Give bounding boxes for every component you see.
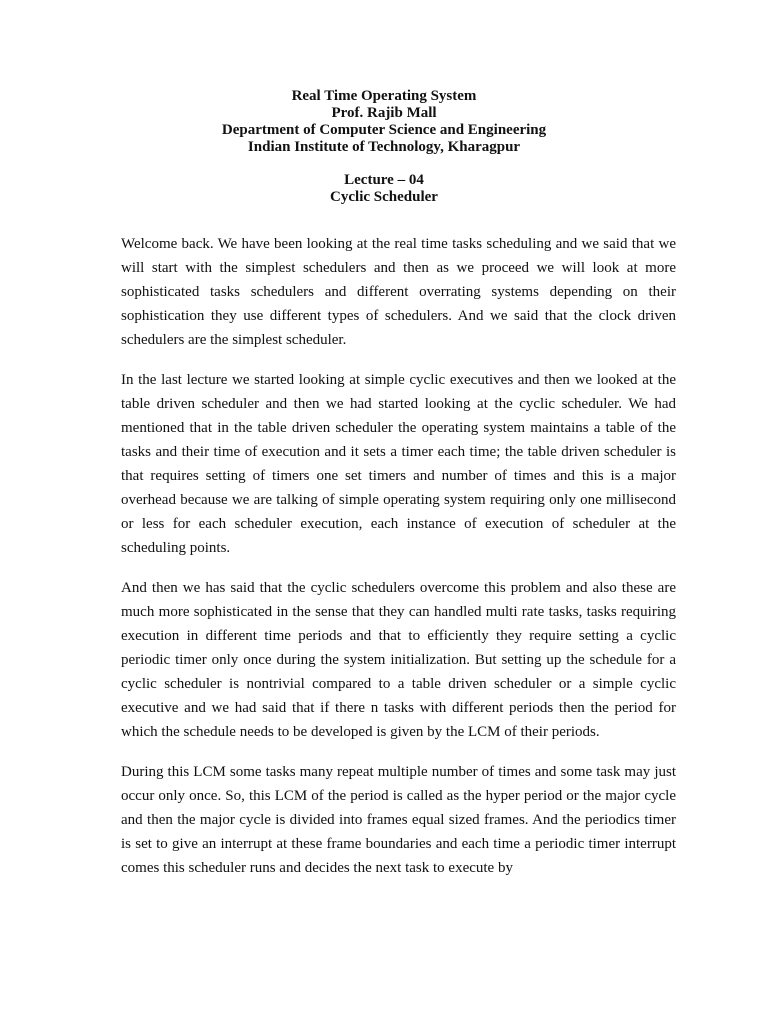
- paragraph: During this LCM some tasks many repeat multiple number of times and some task may just occur only once. So, this LCM of the period is called as the hyper period or the major cycle and then the major cycle is divided into frames equal sized frames. And the periodics timer is set to give an interrupt at these frame boundaries and each time a periodic timer interrupt comes this scheduler runs and decides the next task to execute by: [121, 764, 676, 876]
- document-body: [121, 232, 676, 896]
- course-title: Real Time Operating System: [291, 88, 477, 104]
- professor-name: Prof. Rajib Mall: [331, 105, 437, 121]
- department-name: Department of Computer Science and Engineering: [221, 122, 547, 138]
- institute-name: Indian Institute of Technology, Kharagpur: [247, 139, 521, 155]
- paragraph: And then we has said that the cyclic schedulers overcome this problem and also these are much more sophisticated in the sense that they can handled multi rate tasks, tasks requiring execution in different time periods and that to efficiently they require setting a cyclic periodic timer only once during the system initialization. But setting up the schedule for a cyclic scheduler is nontrivial compared to a table driven scheduler or a simple cyclic executive and we had said that if there n tasks with different periods then the period for which the schedule needs to be developed is given by the LCM of their periods.: [121, 580, 676, 740]
- paragraph: In the last lecture we started looking at simple cyclic executives and then we looked at the table driven scheduler and then we had started looking at the cyclic scheduler. We had mentioned that in the table driven scheduler the operating system maintains a table of the tasks and their time of execution and it sets a timer each time; the table driven scheduler is that requires setting of timers one set timers and number of times and this is a major overhead because we are talking of simple operating system requiring only one millisecond or less for each scheduler execution, each instance of execution of scheduler at the scheduling points.: [121, 372, 676, 556]
- paragraph: Welcome back. We have been looking at the real time tasks scheduling and we said that we will start with the simplest schedulers and then as we proceed we will look at more sophisticated tasks schedulers and different overrating systems depending on their sophistication they use different types of schedulers. And we said that the clock driven schedulers are the simplest scheduler.: [121, 236, 676, 348]
- lecture-title: Cyclic Scheduler: [330, 189, 438, 205]
- lecture-heading: [0, 172, 768, 206]
- lecture-number: Lecture – 04: [344, 172, 424, 188]
- document-header: [0, 88, 768, 156]
